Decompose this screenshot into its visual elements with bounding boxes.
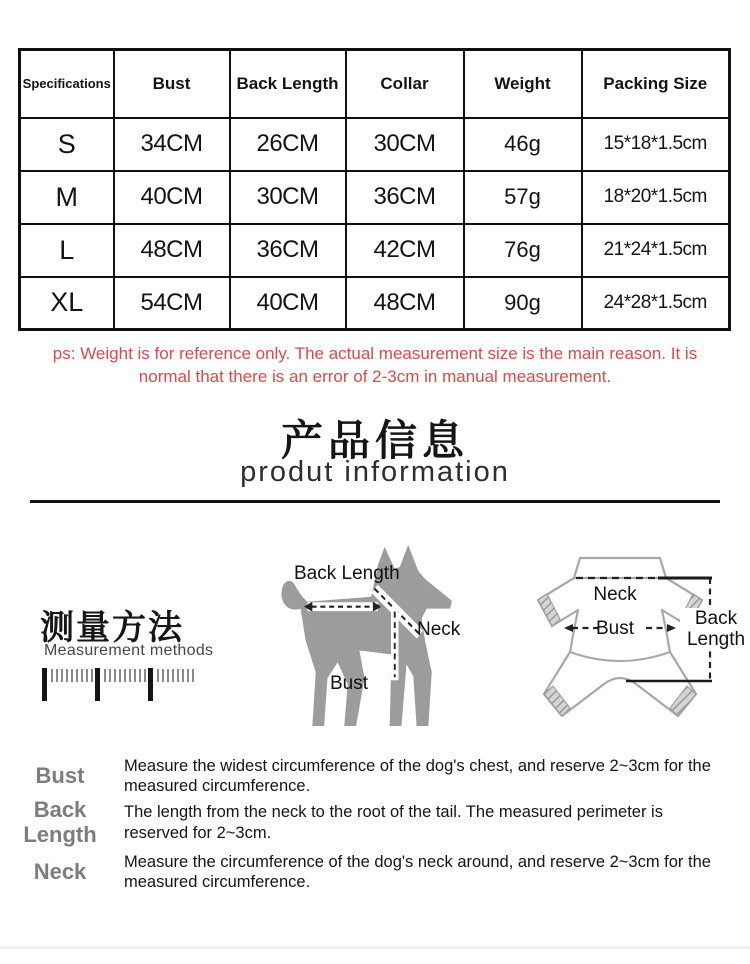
size-table-section bbox=[18, 48, 731, 331]
cell-collar: 30CM bbox=[346, 118, 464, 171]
cell-size: S bbox=[20, 118, 114, 171]
cell-collar: 36CM bbox=[346, 171, 464, 224]
cell-bust: 48CM bbox=[114, 224, 230, 277]
garment-measurement-diagram bbox=[520, 548, 750, 728]
definition-term: Neck bbox=[33, 859, 87, 885]
ruler-icon bbox=[42, 668, 200, 702]
dog-bust-label: Bust bbox=[330, 673, 369, 694]
cell-bust: 34CM bbox=[114, 118, 230, 171]
definition-neck bbox=[12, 852, 722, 893]
table-row-s bbox=[20, 118, 730, 171]
dog-neck-label: Neck bbox=[417, 619, 461, 640]
header-weight: Weight bbox=[464, 50, 582, 118]
garment-back-length-label: Back Length bbox=[680, 608, 750, 651]
measurement-methods-zh: 测量方法 bbox=[40, 609, 184, 647]
header-collar: Collar bbox=[346, 50, 464, 118]
header-bust: Bust bbox=[114, 50, 230, 118]
definition-text: Measure the widest circumference of the dog's chest, and reserve 2~3cm for the measured circumference. bbox=[124, 757, 711, 796]
cell-packing-size: 18*20*1.5cm bbox=[582, 171, 730, 224]
definition-text: The length from the neck to the root of the tail. The measured perimeter is reserved for 2~3cm. bbox=[124, 803, 663, 842]
cell-packing-size: 21*24*1.5cm bbox=[582, 224, 730, 277]
weight-disclaimer-note: ps: Weight is for reference only. The actual measurement size is the main reason. It is normal that there is an error of 2-3cm in manual measurement. bbox=[52, 344, 698, 386]
back-length-measure-line bbox=[304, 602, 381, 612]
header-specifications: Specifications bbox=[20, 50, 114, 118]
cell-size: L bbox=[20, 224, 114, 277]
table-row-xl bbox=[20, 277, 730, 330]
size-table bbox=[18, 48, 731, 331]
cuff-hatches bbox=[538, 594, 702, 716]
table-header-row bbox=[20, 50, 730, 118]
definition-term: Bust bbox=[35, 763, 85, 789]
definition-text: Measure the circumference of the dog's neck around, and reserve 2~3cm for the measured circumference. bbox=[124, 853, 711, 892]
cell-weight: 57g bbox=[464, 171, 582, 224]
dog-back-length-label: Back Length bbox=[294, 563, 400, 584]
definition-term: Back Length bbox=[23, 797, 97, 847]
cell-back-length: 30CM bbox=[230, 171, 346, 224]
header-back-length: Back Length bbox=[230, 50, 346, 118]
cell-bust: 54CM bbox=[114, 277, 230, 330]
cell-collar: 48CM bbox=[346, 277, 464, 330]
cell-size: M bbox=[20, 171, 114, 224]
cell-packing-size: 15*18*1.5cm bbox=[582, 118, 730, 171]
table-row-m bbox=[20, 171, 730, 224]
cell-size: XL bbox=[20, 277, 114, 330]
table-row-l bbox=[20, 224, 730, 277]
bottom-edge-artifact bbox=[0, 946, 750, 949]
cell-back-length: 36CM bbox=[230, 224, 346, 277]
cell-bust: 40CM bbox=[114, 171, 230, 224]
cell-collar: 42CM bbox=[346, 224, 464, 277]
definition-back-length bbox=[12, 798, 722, 847]
cell-weight: 90g bbox=[464, 277, 582, 330]
cell-packing-size: 24*28*1.5cm bbox=[582, 277, 730, 330]
garment-bust-label: Bust bbox=[595, 618, 635, 639]
section-divider bbox=[30, 500, 720, 503]
garment-neck-label: Neck bbox=[593, 584, 637, 605]
header-packing-size: Packing Size bbox=[582, 50, 730, 118]
section-title-zh: 产品信息 bbox=[280, 417, 469, 464]
definition-bust bbox=[12, 756, 722, 797]
section-title-en: produt information bbox=[240, 456, 510, 488]
cell-weight: 46g bbox=[464, 118, 582, 171]
measurement-methods-en: Measurement methods bbox=[44, 642, 214, 659]
dog-measurement-diagram bbox=[272, 545, 462, 730]
cell-back-length: 40CM bbox=[230, 277, 346, 330]
cell-weight: 76g bbox=[464, 224, 582, 277]
cell-back-length: 26CM bbox=[230, 118, 346, 171]
